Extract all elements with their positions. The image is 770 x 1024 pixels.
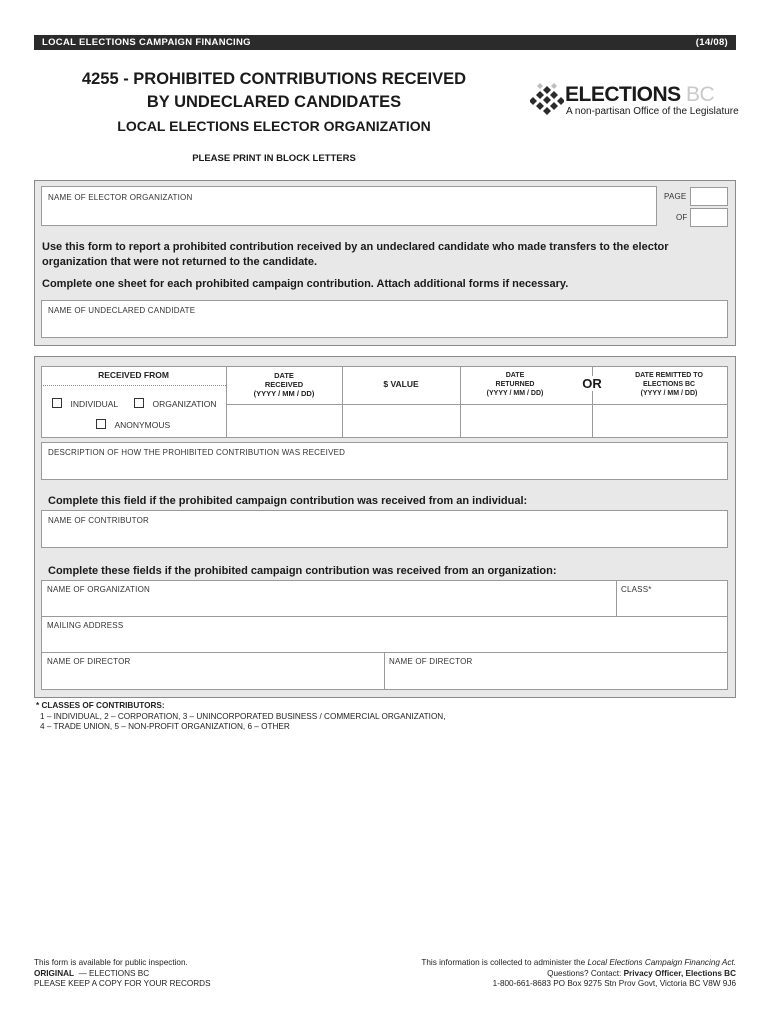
contributor-name-field[interactable]: [41, 510, 728, 548]
classes-line-1: 1 – INDIVIDUAL, 2 – CORPORATION, 3 – UNINCORPORATED BUSINESS / COMMERCIAL ORGANIZATION,: [40, 711, 446, 721]
date-received-header: DATE RECEIVED (YYYY / MM / DD): [253, 371, 315, 398]
footer-elections-bc: — ELECTIONS BC: [78, 968, 150, 978]
footer-act-name: Local Elections Campaign Financing Act.: [587, 958, 736, 967]
page-label: PAGE: [664, 192, 687, 201]
form-subtitle: LOCAL ELECTIONS ELECTOR ORGANIZATION: [117, 118, 431, 134]
undeclared-candidate-field[interactable]: [41, 300, 728, 338]
logo-wordmark-suffix: BC: [686, 83, 715, 106]
page-number-input[interactable]: [690, 187, 728, 206]
elector-organization-field[interactable]: [41, 186, 657, 226]
form-version: (14/08): [695, 37, 728, 48]
class-input[interactable]: [617, 581, 727, 616]
footer-keep-copy: PLEASE KEEP A COPY FOR YOUR RECORDS: [34, 979, 211, 988]
director-name-input-1[interactable]: [42, 653, 384, 689]
contributor-name-label: NAME OF CONTRIBUTOR: [48, 516, 149, 525]
footer-left: [34, 958, 211, 990]
received-from-header: RECEIVED FROM: [98, 370, 169, 380]
anonymous-checkbox[interactable]: [96, 416, 170, 434]
of-label: OF: [676, 213, 688, 222]
footer-public-inspection: This form is available for public inspection.: [34, 958, 188, 967]
elections-bc-logo-mark-icon: [530, 82, 564, 118]
director-name-label-1: NAME OF DIRECTOR: [47, 657, 131, 666]
page-total-input[interactable]: [690, 208, 728, 227]
individual-checkbox[interactable]: [52, 395, 118, 413]
value-input[interactable]: [343, 405, 460, 437]
mailing-address-label: MAILING ADDRESS: [47, 621, 124, 630]
logo-wordmark: ELECTIONS BC: [565, 83, 715, 106]
undeclared-candidate-label: NAME OF UNDECLARED CANDIDATE: [48, 306, 196, 315]
individual-checkbox-label: INDIVIDUAL: [70, 399, 119, 409]
footer-privacy-officer: Privacy Officer, Elections BC: [623, 968, 736, 978]
instruction-sheet-note: Complete one sheet for each prohibited campaign contribution. Attach additional forms if necessary.: [42, 278, 569, 290]
organization-checkbox[interactable]: [134, 395, 217, 413]
anonymous-checkbox-box[interactable]: [96, 419, 106, 429]
form-title-line2: BY UNDECLARED CANDIDATES: [146, 93, 402, 111]
instruction-text: Use this form to report a prohibited contribution received by an undeclared candidate who made transfers to the elector organization that were not returned to the candidate.: [42, 241, 669, 268]
elector-organization-label: NAME OF ELECTOR ORGANIZATION: [48, 193, 193, 202]
date-received-input[interactable]: [227, 405, 342, 437]
date-remitted-input[interactable]: [593, 405, 727, 437]
value-header: $ VALUE: [383, 379, 419, 389]
anonymous-checkbox-label: ANONYMOUS: [114, 420, 171, 430]
organization-name-input[interactable]: [42, 581, 616, 616]
footer-original: ORIGINAL: [34, 968, 75, 978]
form-title: [40, 68, 508, 114]
logo-tagline: A non-partisan Office of the Legislature: [566, 106, 739, 117]
or-divider: OR: [578, 376, 606, 391]
date-returned-input[interactable]: [461, 405, 592, 437]
header-bar: [34, 35, 736, 50]
description-label: DESCRIPTION OF HOW THE PROHIBITED CONTRIBUTION WAS RECEIVED: [48, 448, 346, 457]
organization-checkbox-box[interactable]: [134, 398, 144, 408]
mailing-address-input[interactable]: [42, 617, 727, 652]
individual-section-heading: Complete this field if the prohibited campaign contribution was received from an individual:: [48, 495, 528, 507]
footer-contact-address: 1-800-661-8683 PO Box 9275 Stn Prov Govt, Victoria BC V8W 9J6: [492, 979, 736, 988]
print-instruction: PLEASE PRINT IN BLOCK LETTERS: [192, 153, 356, 164]
date-remitted-header: DATE REMITTED TO ELECTIONS BC (YYYY / MM / DD): [635, 372, 703, 397]
classes-line-2: 4 – TRADE UNION, 5 – NON-PROFIT ORGANIZATION, 6 – OTHER: [40, 722, 290, 731]
date-returned-header: DATE RETURNED (YYYY / MM / DD): [486, 372, 544, 397]
organization-checkbox-label: ORGANIZATION: [152, 399, 217, 409]
director-name-input-2[interactable]: [385, 653, 727, 689]
class-label: CLASS*: [621, 585, 652, 594]
organization-name-label: NAME OF ORGANIZATION: [47, 585, 150, 594]
form-title-line1: 4255 - PROHIBITED CONTRIBUTIONS RECEIVED: [81, 70, 467, 88]
header-bar-title: LOCAL ELECTIONS CAMPAIGN FINANCING: [42, 37, 251, 48]
classes-legend: [36, 701, 446, 733]
organization-section-heading: Complete these fields if the prohibited campaign contribution was received from an organization:: [48, 565, 557, 577]
footer-collection-notice: This information is collected to administer the: [421, 958, 588, 967]
classes-heading: * CLASSES OF CONTRIBUTORS:: [36, 701, 165, 710]
individual-checkbox-box[interactable]: [52, 398, 62, 408]
footer-right: [360, 958, 736, 990]
description-field[interactable]: [41, 442, 728, 480]
director-name-label-2: NAME OF DIRECTOR: [389, 657, 473, 666]
footer-questions: Questions? Contact:: [547, 968, 624, 978]
